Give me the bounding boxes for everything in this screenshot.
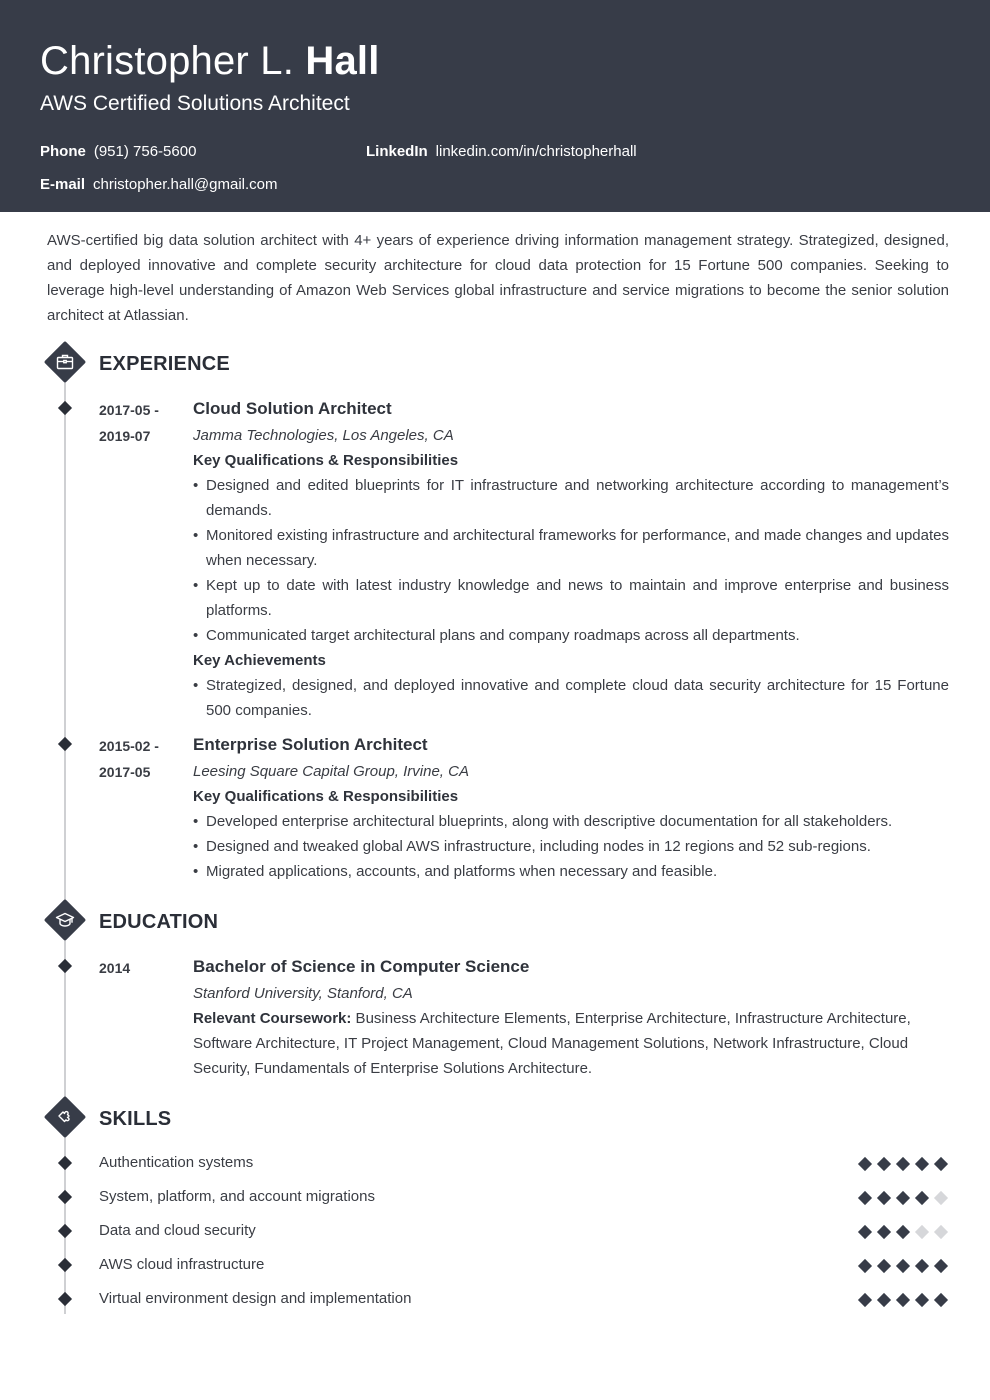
skills-heading: SKILLS xyxy=(99,1108,172,1130)
rating-diamond-filled-icon xyxy=(934,1157,948,1171)
job-company: Leesing Square Capital Group, Irvine, CA xyxy=(193,763,469,780)
rating-diamond-filled-icon xyxy=(877,1293,891,1307)
contact-phone xyxy=(40,143,196,161)
education-section-icon xyxy=(44,899,86,941)
rating-diamond-filled-icon xyxy=(896,1293,910,1307)
candidate-name xyxy=(40,38,380,84)
contact-email xyxy=(40,176,277,194)
timeline-node xyxy=(58,737,72,751)
rating-diamond-empty-icon xyxy=(934,1191,948,1205)
job-company: Jamma Technologies, Los Angeles, CA xyxy=(193,427,454,444)
responsibilities-heading: Key Qualifications & Responsibilities xyxy=(193,452,459,469)
rating-diamond-filled-icon xyxy=(915,1259,929,1273)
job-date-start: 2017-05 - xyxy=(99,402,159,418)
job-title: Enterprise Solution Architect xyxy=(193,735,428,754)
rating-diamond-filled-icon xyxy=(858,1293,872,1307)
list-item: • Kept up to date with latest industry knowledge and news to maintain and improve enterprise and business platforms. xyxy=(193,573,949,623)
list-item: • Migrated applications, accounts, and platforms when necessary and feasible. xyxy=(193,859,949,884)
rating-diamond-filled-icon xyxy=(877,1191,891,1205)
resume-header xyxy=(0,0,990,212)
experience-heading: EXPERIENCE xyxy=(99,353,230,375)
skill-name: Virtual environment design and implementation xyxy=(99,1290,412,1307)
list-item: • Developed enterprise architectural blueprints, along with descriptive documentation for all stakeholders. xyxy=(193,809,949,834)
job-title: Cloud Solution Architect xyxy=(193,399,392,418)
responsibilities-list xyxy=(193,473,949,648)
responsibilities-list xyxy=(193,809,949,884)
rating-diamond-filled-icon xyxy=(858,1225,872,1239)
linkedin-label: LinkedIn xyxy=(366,143,428,160)
name-first: Christopher L. xyxy=(40,39,295,83)
rating-diamond-filled-icon xyxy=(858,1259,872,1273)
timeline-node xyxy=(58,959,72,973)
contact-linkedin xyxy=(366,143,637,161)
skill-rating xyxy=(858,1191,952,1205)
rating-diamond-filled-icon xyxy=(858,1157,872,1171)
phone-value: (951) 756-5600 xyxy=(93,143,197,160)
email-value[interactable]: christopher.hall@gmail.com xyxy=(93,176,278,193)
graduation-cap-icon xyxy=(55,910,75,930)
timeline-node xyxy=(58,1258,72,1272)
briefcase-icon xyxy=(55,352,75,372)
education-entry xyxy=(193,955,949,1081)
rating-diamond-filled-icon xyxy=(896,1157,910,1171)
skill-name: Data and cloud security xyxy=(99,1222,256,1239)
list-item: • Monitored existing infrastructure and architectural frameworks for performance, and made changes and updates when necessary. xyxy=(193,523,949,573)
timeline-line xyxy=(64,362,66,1314)
rating-diamond-filled-icon xyxy=(877,1259,891,1273)
rating-diamond-empty-icon xyxy=(934,1225,948,1239)
list-item: • Strategized, designed, and deployed innovative and complete cloud data security architecture for 15 Fortune 500 companies. xyxy=(193,673,949,723)
rating-diamond-filled-icon xyxy=(877,1225,891,1239)
summary: AWS-certified big data solution architect with 4+ years of experience driving information management strategy. Strategized, designed, and deployed innovative and complete security architecture for cloud data protection for 15 Fortune 500 companies. Seeking to leverage high-level understanding of Amazon Web Services global infrastructure and service migrations to become the senior solution architect at Atlassian. xyxy=(47,232,949,324)
skill-name: System, platform, and account migrations xyxy=(99,1188,375,1205)
achievements-list xyxy=(193,673,949,723)
rating-diamond-empty-icon xyxy=(915,1225,929,1239)
rating-diamond-filled-icon xyxy=(934,1259,948,1273)
email-label: E-mail xyxy=(40,176,86,193)
timeline-node xyxy=(58,1224,72,1238)
job-dates xyxy=(99,397,159,449)
rating-diamond-filled-icon xyxy=(877,1157,891,1171)
timeline-node xyxy=(58,1292,72,1306)
coursework xyxy=(193,1006,949,1081)
timeline-node xyxy=(58,1156,72,1170)
rating-diamond-filled-icon xyxy=(858,1191,872,1205)
job-date-end: 2019-07 xyxy=(99,428,151,444)
list-item: • Designed and tweaked global AWS infrastructure, including nodes in 12 regions and 52 sub-regions. xyxy=(193,834,949,859)
rating-diamond-filled-icon xyxy=(915,1157,929,1171)
skill-name: AWS cloud infrastructure xyxy=(99,1256,265,1273)
timeline-node xyxy=(58,401,72,415)
timeline-node xyxy=(58,1190,72,1204)
coursework-list: Business Architecture Elements, Enterprise Architecture, Infrastructure Architecture, Software Architecture, IT Project Management, Cloud Management Solutions, Network Infrastructure, Cloud Security, Fundamentals of Enterprise Solutions Architecture. xyxy=(193,1010,911,1077)
job-dates xyxy=(99,733,159,785)
linkedin-value[interactable]: linkedin.com/in/christopherhall xyxy=(435,143,637,160)
list-item: • Communicated target architectural plans and company roadmaps across all departments. xyxy=(193,623,949,648)
job-date-end: 2017-05 xyxy=(99,764,151,780)
education-year: 2014 xyxy=(99,960,131,976)
name-last: Hall xyxy=(305,39,380,83)
puzzle-icon xyxy=(55,1107,75,1127)
skill-rating xyxy=(858,1293,952,1307)
education-heading: EDUCATION xyxy=(99,911,219,933)
rating-diamond-filled-icon xyxy=(934,1293,948,1307)
skill-rating xyxy=(858,1225,952,1239)
job-entry xyxy=(193,397,949,723)
degree-title: Bachelor of Science in Computer Science xyxy=(193,957,530,976)
achievements-heading: Key Achievements xyxy=(193,652,326,669)
candidate-title: AWS Certified Solutions Architect xyxy=(40,92,350,115)
job-date-start: 2015-02 - xyxy=(99,738,159,754)
responsibilities-heading: Key Qualifications & Responsibilities xyxy=(193,788,459,805)
skill-rating xyxy=(858,1157,952,1171)
rating-diamond-filled-icon xyxy=(896,1191,910,1205)
coursework-label: Relevant Coursework: xyxy=(193,1010,352,1027)
school-name: Stanford University, Stanford, CA xyxy=(193,985,413,1002)
rating-diamond-filled-icon xyxy=(915,1293,929,1307)
rating-diamond-filled-icon xyxy=(896,1259,910,1273)
experience-section-icon xyxy=(44,341,86,383)
skill-name: Authentication systems xyxy=(99,1154,254,1171)
job-entry xyxy=(193,733,949,884)
rating-diamond-filled-icon xyxy=(915,1191,929,1205)
skill-rating xyxy=(858,1259,952,1273)
phone-label: Phone xyxy=(40,143,86,160)
rating-diamond-filled-icon xyxy=(896,1225,910,1239)
skills-section-icon xyxy=(44,1096,86,1138)
list-item: • Designed and edited blueprints for IT infrastructure and networking architecture according to management’s demands. xyxy=(193,473,949,523)
